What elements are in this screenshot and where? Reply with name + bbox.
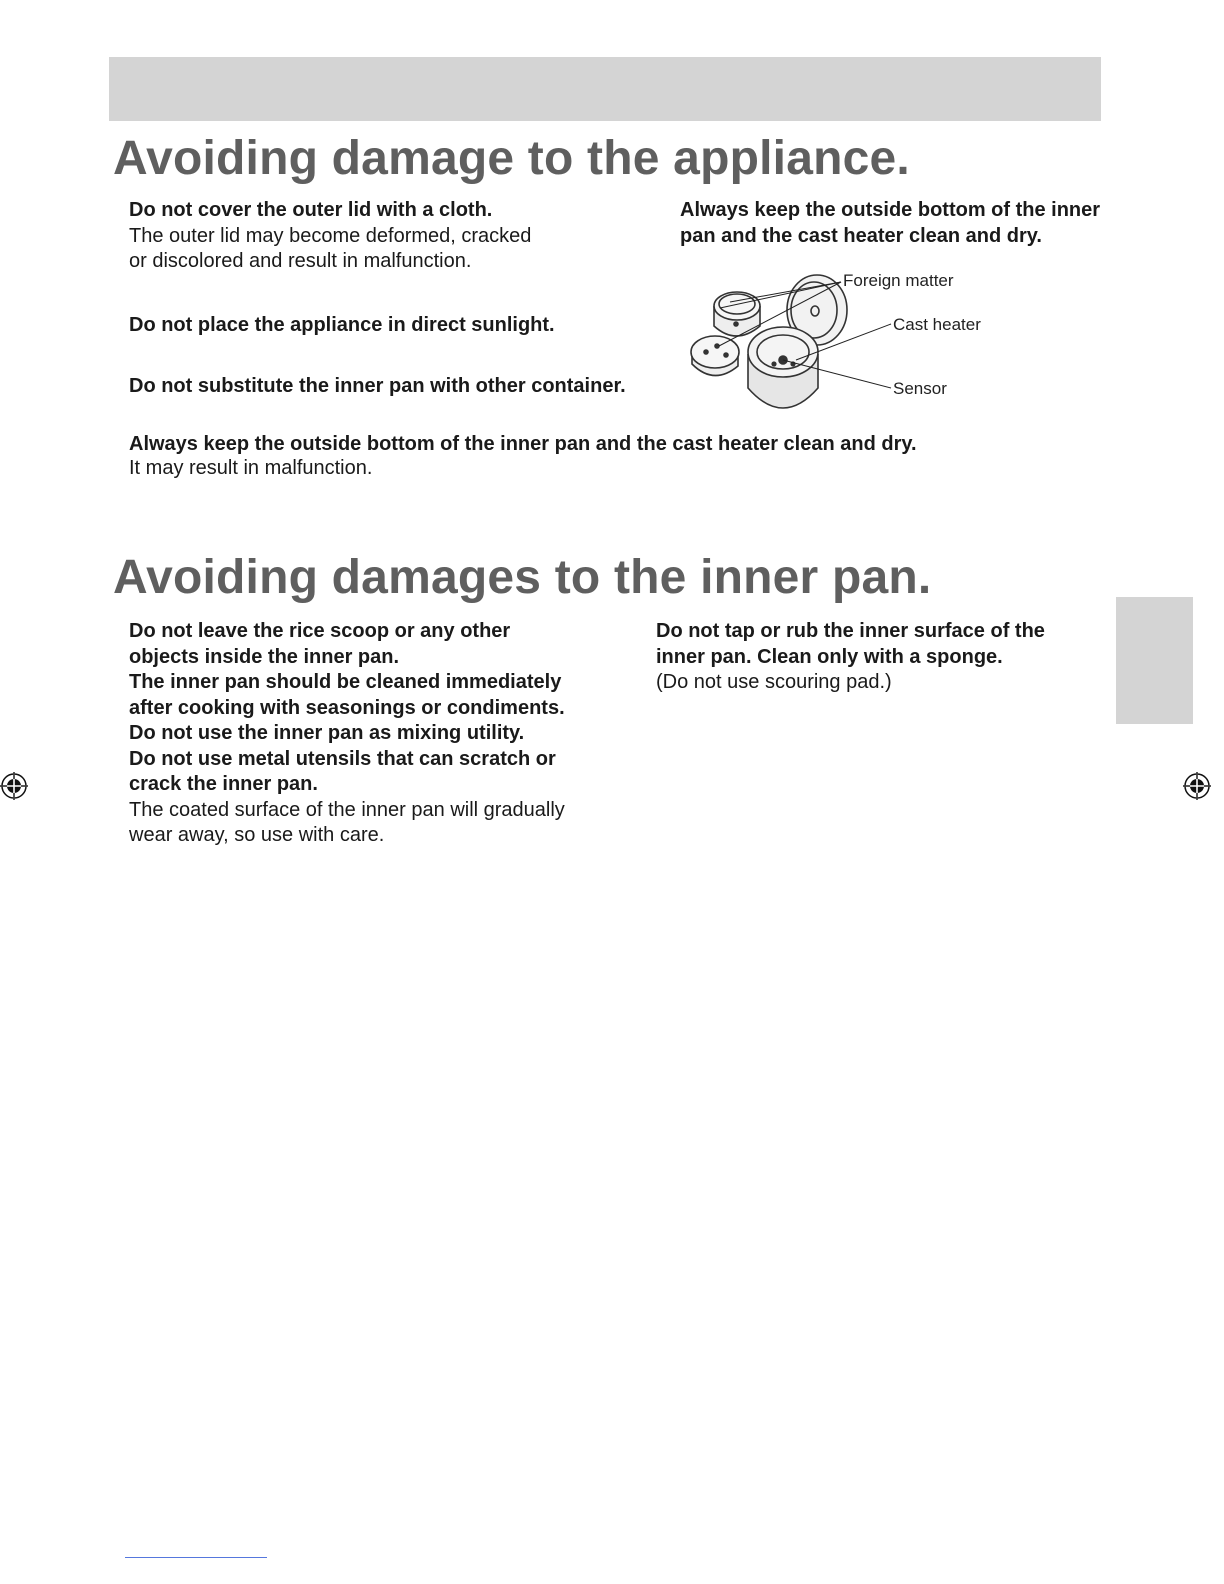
item-outer-lid (129, 198, 531, 275)
item-body-line: or discolored and result in malfunction. (129, 250, 472, 272)
warning-line: inner pan. Clean only with a sponge. (656, 645, 1003, 668)
warning-line: Do not leave the rice scoop or any other (129, 620, 511, 642)
item-body-line: It may result in malfunction. (129, 457, 373, 479)
registration-mark-icon (1183, 772, 1211, 800)
warning-line: Do not use metal utensils that can scratch or (129, 747, 556, 770)
item-heading: Do not substitute the inner pan with other container. (129, 375, 626, 397)
warning-line: The inner pan should be cleaned immediately (129, 671, 562, 693)
rice-cooker-diagram (686, 268, 1016, 418)
item-body-line: The outer lid may become deformed, cracked (129, 224, 532, 247)
note-line: pan and the cast heater clean and dry. (680, 224, 1042, 247)
right-note-keep-clean (680, 198, 1100, 249)
small-lid-illustration (691, 336, 739, 376)
warning-line: crack the inner pan. (129, 773, 318, 795)
inner-pan-left-column (129, 619, 565, 849)
label-sensor: Sensor (893, 379, 947, 398)
section-title-inner-pan: Avoiding damages to the inner pan. (113, 551, 932, 604)
item-heading: Do not place the appliance in direct sunlight. (129, 314, 555, 336)
warning-line: after cooking with seasonings or condiments. (129, 696, 565, 719)
cooker-body-illustration (748, 327, 818, 408)
note-line: Always keep the outside bottom of the inner (680, 199, 1101, 221)
inner-pan-right-column (656, 619, 1045, 696)
item-substitute-pan (129, 374, 626, 400)
warning-line: objects inside the inner pan. (129, 645, 400, 668)
registration-mark-icon (0, 772, 28, 800)
warning-line: Do not tap or rub the inner surface of the (656, 620, 1045, 642)
body-line: wear away, so use with care. (129, 824, 385, 846)
item-heading: Do not cover the outer lid with a cloth. (129, 199, 493, 221)
footer-rule (125, 1557, 267, 1558)
item-keep-clean (129, 432, 917, 480)
warning-line: Do not use the inner pan as mixing utility. (129, 722, 525, 744)
inner-pan-small-illustration (714, 292, 760, 336)
item-sunlight (129, 313, 555, 339)
body-line: (Do not use scouring pad.) (656, 671, 892, 693)
section-title-appliance: Avoiding damage to the appliance. (113, 132, 910, 185)
label-cast-heater: Cast heater (893, 315, 981, 334)
side-tab (1116, 597, 1193, 724)
label-foreign-matter: Foreign matter (843, 271, 954, 290)
header-band (109, 57, 1101, 121)
item-heading: Always keep the outside bottom of the inner pan and the cast heater clean and dry. (129, 433, 917, 455)
body-line: The coated surface of the inner pan will gradually (129, 798, 565, 821)
